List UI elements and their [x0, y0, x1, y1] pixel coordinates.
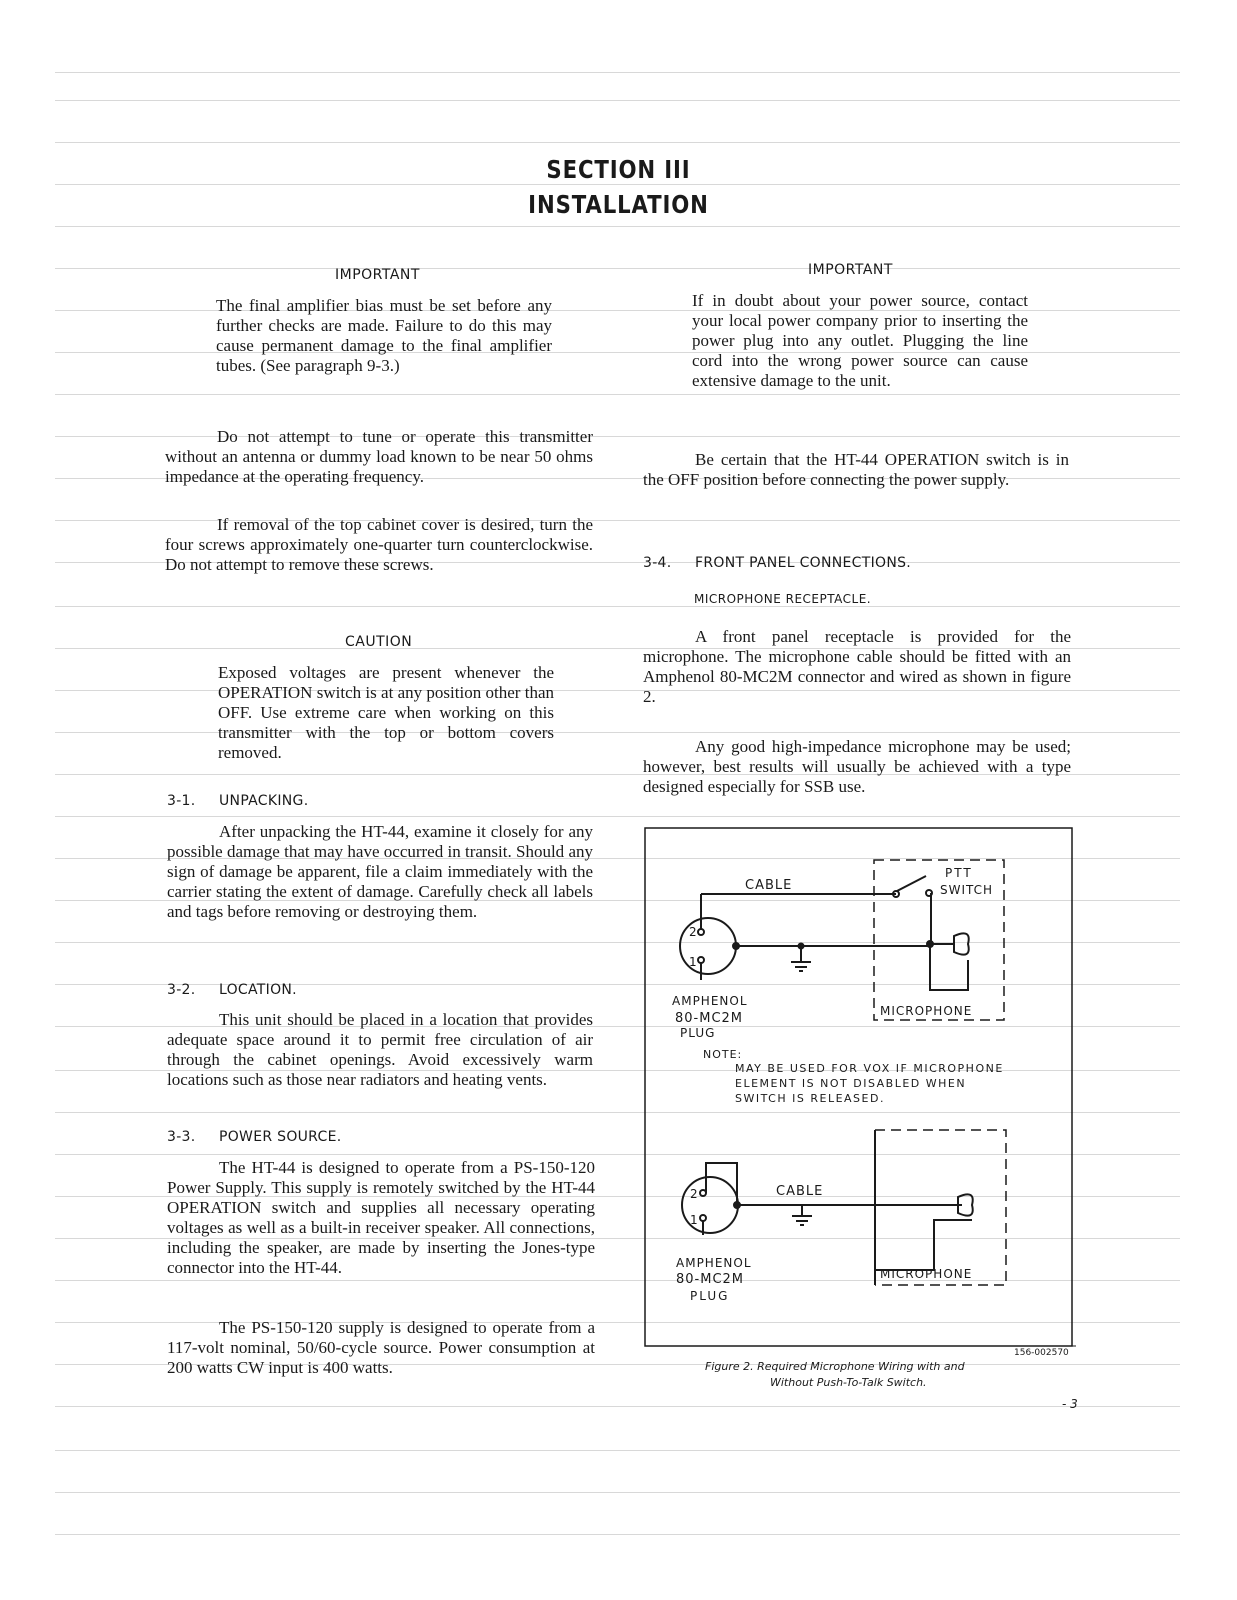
pin-1-label-bottom: 1: [690, 1213, 698, 1227]
important-label-right: IMPORTANT: [808, 262, 893, 278]
ptt-label: PTT: [945, 866, 973, 880]
microphone-receptacle-label: MICROPHONE RECEPTACLE.: [694, 592, 872, 606]
pin-2-label-bottom: 2: [690, 1187, 698, 1201]
caution-text: Exposed voltages are present whenever the OPERATION switch is at any position other than OFF. Use extreme care when working on this transmitter with the top or bottom covers removed.: [218, 663, 554, 762]
section-3-1-body: After unpacking the HT-44, examine it closely for any possible damage that may have occurred in transit. Should any sign of damage be apparent, file a claim immediately with the carrier stating the extent of damage. Carefully check all labels and tags before removing or destroying them.: [167, 822, 593, 921]
paragraph-switch-text: Be certain that the HT-44 OPERATION switch is in the OFF position before connecting the power supply.: [643, 450, 1069, 489]
section-title: INSTALLATION: [528, 190, 709, 219]
microphone-body-2: Any good high-impedance microphone may be used; however, best results will usually be achieved with a type designed especially for SSB use.: [643, 737, 1071, 796]
plug-label-bottom: PLUG: [690, 1289, 730, 1303]
section-3-4-title: FRONT PANEL CONNECTIONS.: [695, 555, 912, 571]
section-3-3-body-1: The HT-44 is designed to operate from a PS-150-120 Power Supply. This supply is remotely switched by the HT-44 OPERATION switch and supplies all necessary operating voltages as well as a built-in receiver speaker. All connections, including the speaker, are made by inserting the Jones-type connector into the HT-44.: [167, 1158, 595, 1277]
amphenol-label-top: AMPHENOL: [672, 994, 748, 1008]
amphenol-label-bottom: AMPHENOL: [676, 1256, 752, 1270]
page-number: - 3: [1062, 1397, 1078, 1411]
section-number: SECTION III: [546, 155, 691, 184]
microphone-label-bottom: MICROPHONE: [880, 1267, 973, 1281]
pin-2-label-top: 2: [689, 925, 697, 939]
pin-1-bottom: [700, 1215, 706, 1221]
figure-caption-line-2: Without Push-To-Talk Switch.: [770, 1376, 927, 1389]
section-3-1-number: 3-1.: [167, 793, 196, 809]
jumper-bottom: [706, 1163, 737, 1205]
note-line-1: MAY BE USED FOR VOX IF MICROPHONE: [735, 1062, 1004, 1075]
cable-label-top: CABLE: [745, 878, 793, 893]
mic-dashed-box-bottom: [875, 1130, 1006, 1285]
microphone-element-top: [954, 933, 969, 954]
model-label-top: 80-MC2M: [675, 1011, 744, 1026]
note-line-2: ELEMENT IS NOT DISABLED WHEN: [735, 1077, 967, 1090]
pin-1-top: [698, 957, 704, 963]
section-3-4-number: 3-4.: [643, 555, 672, 571]
microphone-label-top: MICROPHONE: [880, 1004, 973, 1018]
microphone-body-1: A front panel receptacle is provided for the microphone. The microphone cable should be fitted with an Amphenol 80-MC2M connector and wired as shown in figure 2.: [643, 627, 1071, 706]
plug-label-top: PLUG: [680, 1026, 716, 1040]
note-line-3: SWITCH IS RELEASED.: [735, 1092, 885, 1105]
section-3-2-body: This unit should be placed in a location that provides adequate space around it to permit free circulation of air through the cabinet openings. Avoid excessively warm locations such as those near radiators and heating vents.: [167, 1010, 593, 1089]
section-3-2-number: 3-2.: [167, 982, 196, 998]
important-text-left: The final amplifier bias must be set before any further checks are made. Failure to do this may cause permanent damage to the final amplifier tubes. (See paragraph 9-3.): [216, 296, 552, 375]
figure-caption-line-1: Figure 2. Required Microphone Wiring with and: [705, 1360, 965, 1373]
section-3-3-title: POWER SOURCE.: [219, 1129, 342, 1145]
section-3-1-title: UNPACKING.: [219, 793, 309, 809]
paragraph-cover-text: If removal of the top cabinet cover is desired, turn the four screws approximately one-quarter turn counterclockwise. Do not attempt to remove these screws.: [165, 515, 593, 574]
important-label-left: IMPORTANT: [335, 267, 420, 283]
switch-label: SWITCH: [940, 883, 994, 897]
paragraph-antenna-text: Do not attempt to tune or operate this transmitter without an antenna or dummy load known to be near 50 ohms impedance at the operating frequency.: [165, 427, 593, 486]
ptt-switch-blade: [897, 876, 926, 891]
section-3-3-number: 3-3.: [167, 1129, 196, 1145]
drawing-number: 156-002570: [1014, 1348, 1069, 1358]
section-3-3-body-2: The PS-150-120 supply is designed to operate from a 117-volt nominal, 50/60-cycle source. Power consumption at 200 watts CW input is 400 watts.: [167, 1318, 595, 1377]
pin-2-top: [698, 929, 704, 935]
important-text-right: If in doubt about your power source, contact your local power company prior to inserting the power plug into any outlet. Plugging the line cord into the wrong power source can cause extensive damage to the unit.: [692, 291, 1028, 390]
pin-1-label-top: 1: [689, 955, 697, 969]
caution-label: CAUTION: [345, 634, 413, 650]
model-label-bottom: 80-MC2M: [676, 1272, 745, 1287]
cable-label-bottom: CABLE: [776, 1184, 824, 1199]
note-label: NOTE:: [703, 1048, 743, 1061]
section-3-2-title: LOCATION.: [219, 982, 297, 998]
